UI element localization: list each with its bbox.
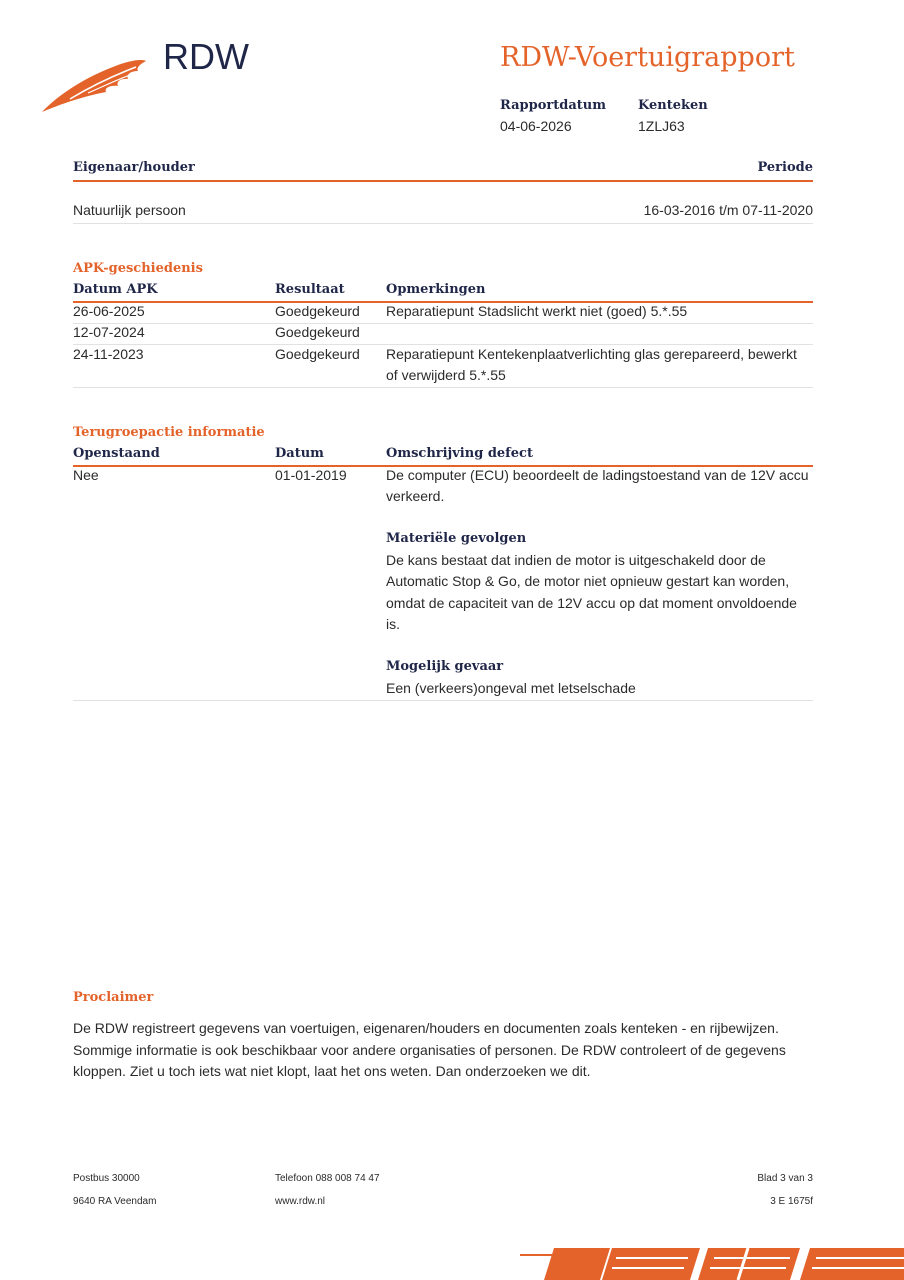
apk-remark: Reparatiepunt Stadslicht werkt niet (goed) 5.*.55 bbox=[386, 303, 688, 319]
apk-result: Goedgekeurd bbox=[275, 346, 360, 362]
apk-col-date: Datum APK bbox=[73, 282, 158, 297]
proclaimer-line: Sommige informatie is ook beschikbaar voor andere organisaties of personen. De RDW controleert of de gegevens bbox=[73, 1042, 786, 1058]
danger-text: Een (verkeers)ongeval met letselschade bbox=[386, 680, 636, 696]
divider bbox=[73, 180, 813, 182]
recall-defect-line: De computer (ECU) beoordeelt de ladingstoestand van de 12V accu bbox=[386, 467, 809, 483]
owner-period: 16-03-2016 t/m 07-11-2020 bbox=[643, 202, 813, 218]
divider bbox=[73, 700, 813, 701]
owner-label: Eigenaar/houder bbox=[73, 160, 195, 175]
consequences-line: Automatic Stop & Go, de motor niet opnieuw gestart kan worden, bbox=[386, 573, 790, 589]
proclaimer-title: Proclaimer bbox=[73, 990, 154, 1005]
footer-postbus: Postbus 30000 bbox=[73, 1173, 140, 1184]
period-label: Periode bbox=[757, 160, 813, 175]
recall-open-value: Nee bbox=[73, 467, 99, 483]
consequences-line: is. bbox=[386, 616, 400, 632]
page-title: RDW-Voertuigrapport bbox=[500, 42, 795, 73]
apk-remark: Reparatiepunt Kentekenplaatverlichting glas gerepareerd, bewerkt bbox=[386, 346, 797, 362]
apk-result: Goedgekeurd bbox=[275, 303, 360, 319]
danger-title: Mogelijk gevaar bbox=[386, 659, 504, 674]
recall-col-date: Datum bbox=[275, 446, 324, 461]
consequences-line: omdat de capaciteit van de 12V accu op dat moment onvoldoende bbox=[386, 595, 797, 611]
apk-col-remarks: Opmerkingen bbox=[386, 282, 486, 297]
apk-result: Goedgekeurd bbox=[275, 324, 360, 340]
rdw-logo-icon bbox=[40, 55, 150, 115]
footer-page: Blad 3 van 3 bbox=[757, 1173, 813, 1184]
recall-date-value: 01-01-2019 bbox=[275, 467, 347, 483]
divider bbox=[73, 223, 813, 224]
owner-type: Natuurlijk persoon bbox=[73, 202, 186, 218]
apk-date: 12-07-2024 bbox=[73, 324, 145, 340]
footer-stripes-icon bbox=[520, 1244, 904, 1280]
footer-code: 3 E 1675f bbox=[770, 1196, 813, 1207]
report-date-value: 04-06-2026 bbox=[500, 118, 572, 134]
apk-section-title: APK-geschiedenis bbox=[73, 261, 203, 276]
footer-website: www.rdw.nl bbox=[275, 1196, 326, 1207]
apk-remark: of verwijderd 5.*.55 bbox=[386, 367, 506, 383]
consequences-line: De kans bestaat dat indien de motor is uitgeschakeld door de bbox=[386, 552, 766, 568]
proclaimer-line: De RDW registreert gegevens van voertuigen, eigenaren/houders en documenten zoals kenteken - en rijbewijzen. bbox=[73, 1020, 779, 1036]
apk-col-result: Resultaat bbox=[275, 282, 345, 297]
divider bbox=[73, 323, 813, 324]
plate-label: Kenteken bbox=[638, 98, 708, 113]
recall-col-open: Openstaand bbox=[73, 446, 160, 461]
proclaimer-line: kloppen. Ziet u toch iets wat niet klopt, laat het ons weten. Dan onderzoeken we dit. bbox=[73, 1063, 591, 1079]
plate-value: 1ZLJ63 bbox=[638, 118, 685, 134]
footer-phone: Telefoon 088 008 74 47 bbox=[275, 1173, 380, 1184]
divider bbox=[73, 387, 813, 388]
consequences-title: Materiële gevolgen bbox=[386, 531, 527, 546]
recall-defect-line: verkeerd. bbox=[386, 488, 445, 504]
report-date-label: Rapportdatum bbox=[500, 98, 606, 113]
recall-section-title: Terugroepactie informatie bbox=[73, 425, 265, 440]
recall-col-defect: Omschrijving defect bbox=[386, 446, 533, 461]
apk-date: 26-06-2025 bbox=[73, 303, 145, 319]
footer-city: 9640 RA Veendam bbox=[73, 1196, 157, 1207]
apk-date: 24-11-2023 bbox=[73, 346, 144, 362]
logo-text: RDW bbox=[163, 36, 249, 77]
